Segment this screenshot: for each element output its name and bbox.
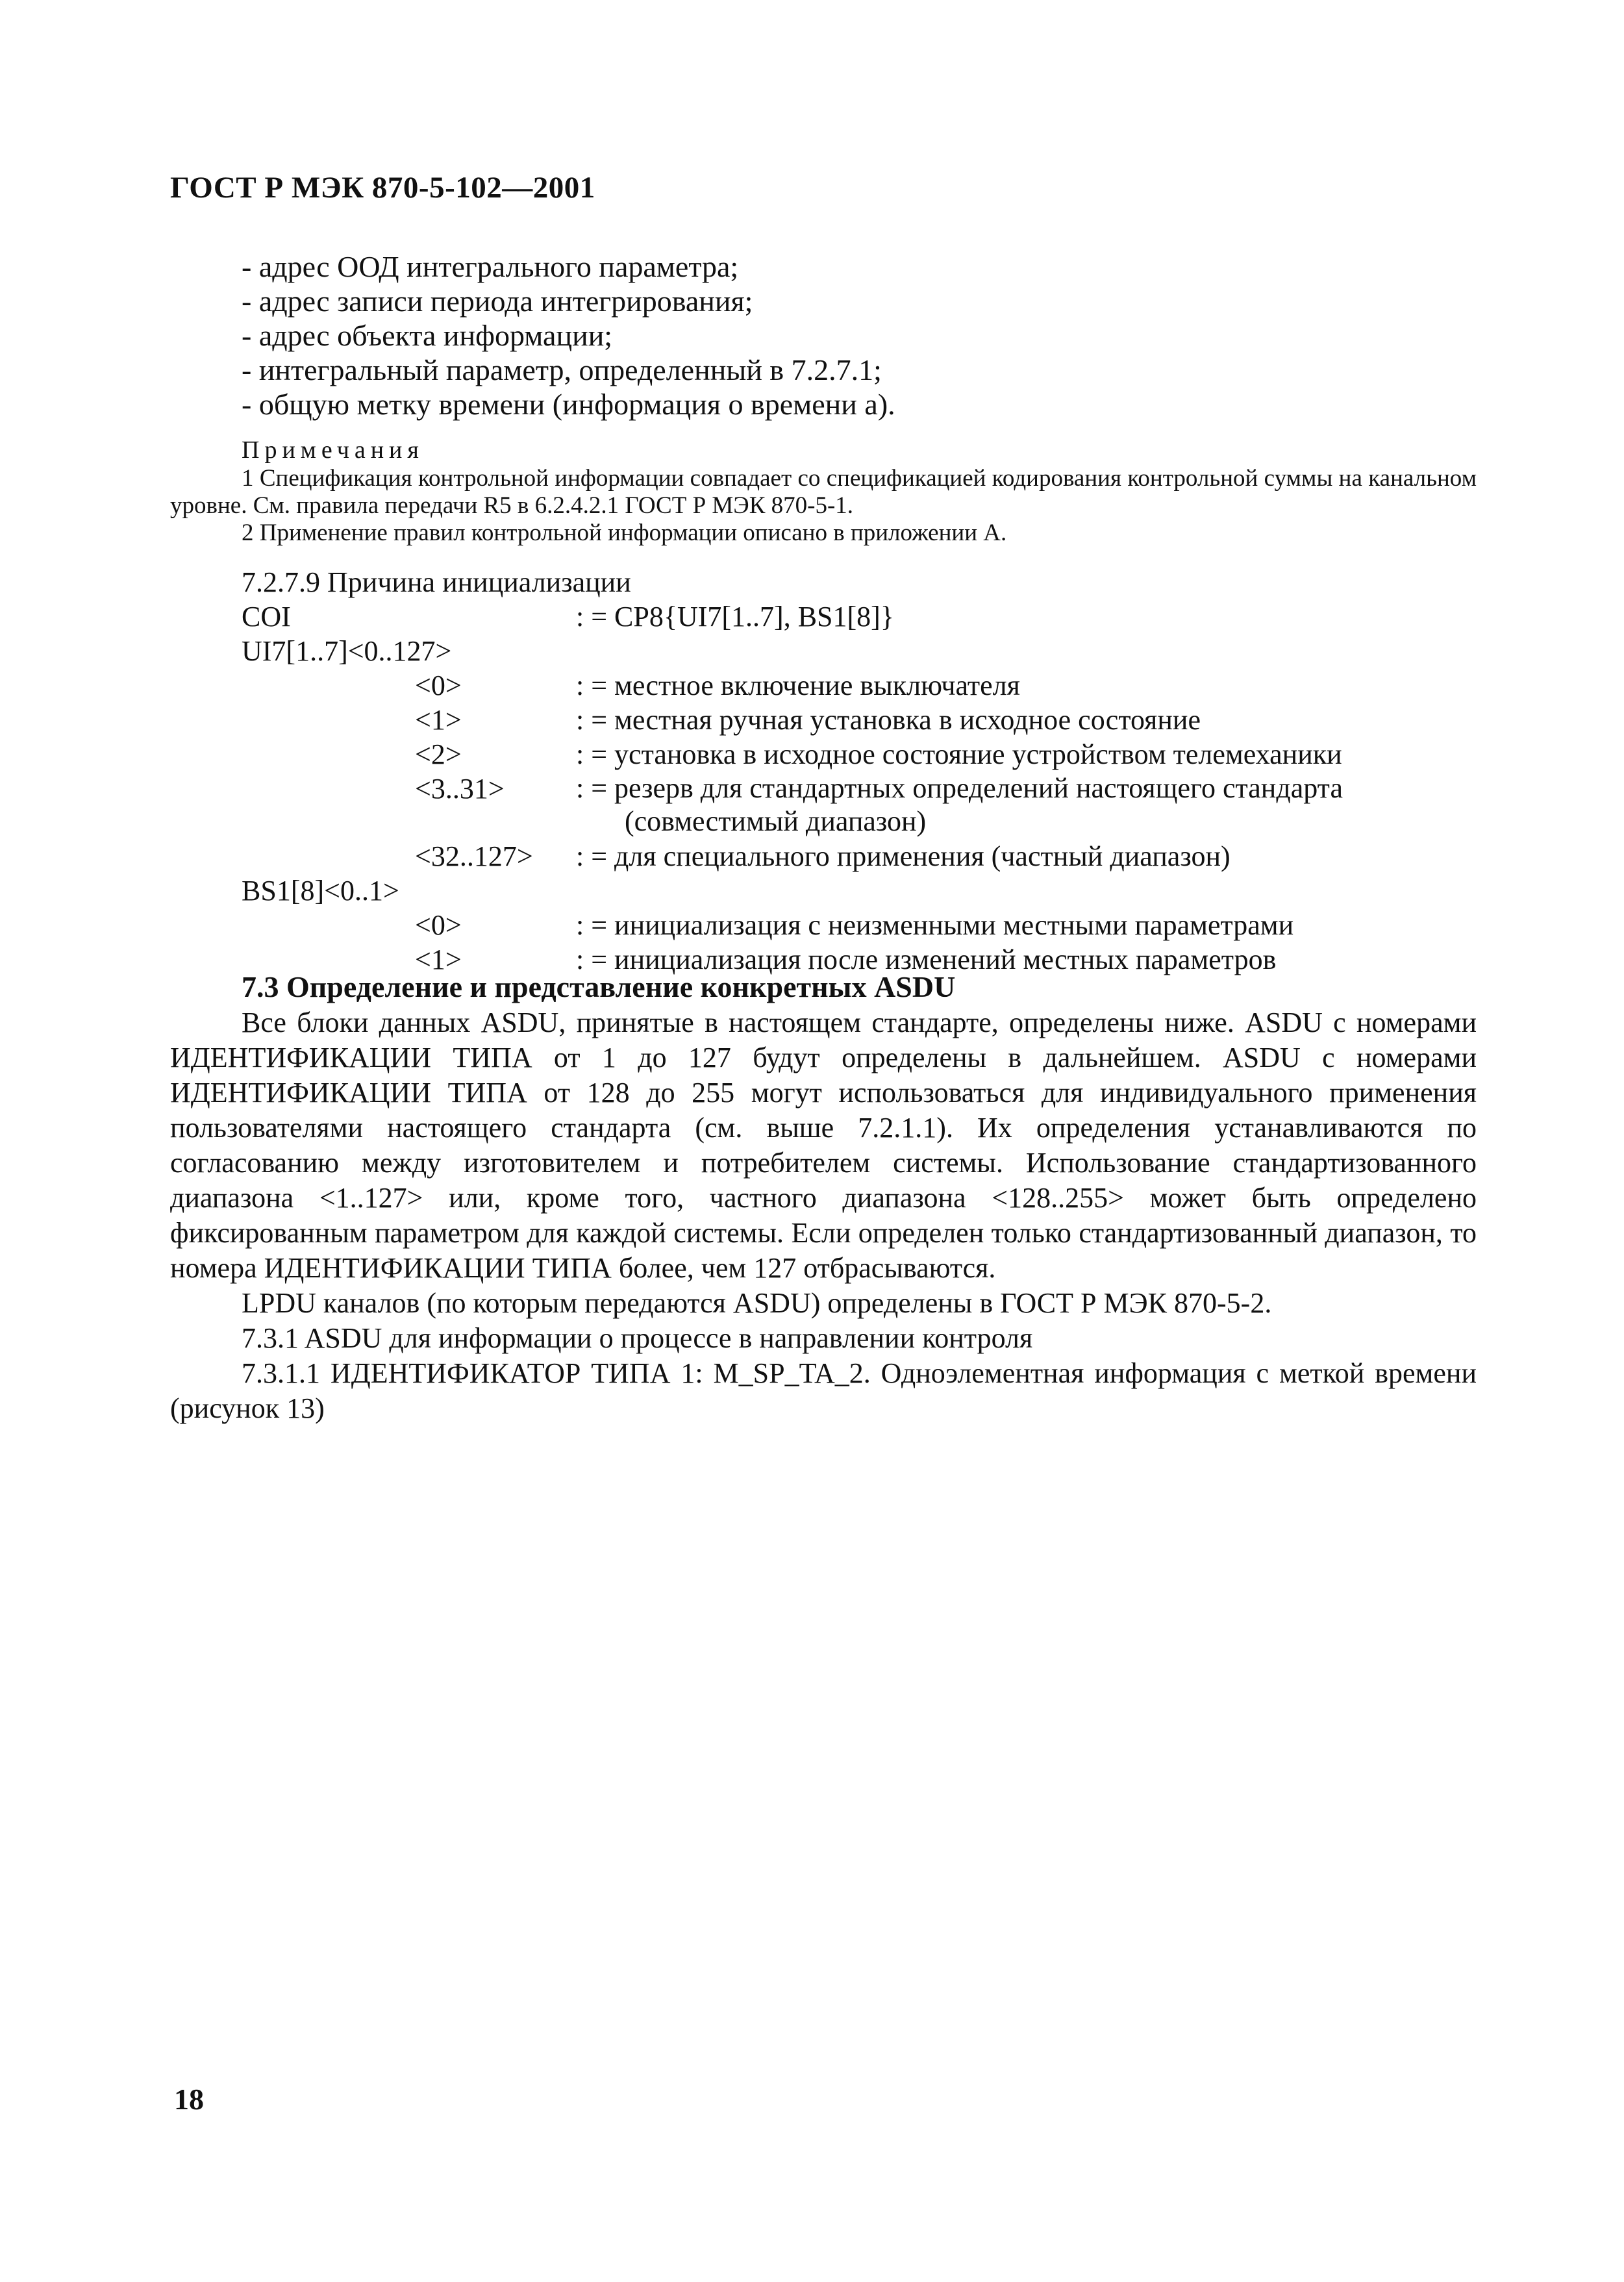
bullet-item: - интегральный параметр, определенный в 7.2.7.1; [242, 353, 882, 386]
ui7-value-row [242, 703, 1475, 737]
ui7-label: UI7[1..7]<0..127> [242, 635, 452, 667]
value-definition: : = инициализация с неизменными местными параметрами [576, 909, 1294, 941]
value-definition: : = для специального применения (частный диапазон) [576, 840, 1230, 872]
value-code: <3..31> [415, 773, 505, 805]
paragraph: LPDU каналов (по которым передаются ASDU) определены в ГОСТ Р МЭК 870-5-2. [242, 1287, 1272, 1319]
ui7-value-row [242, 839, 1475, 873]
ui7-value-row [242, 737, 1475, 771]
value-code: <32..127> [415, 840, 533, 872]
value-code: <1> [415, 704, 462, 736]
bs1-label: BS1[8]<0..1> [242, 875, 399, 907]
bullet-item: - адрес записи периода интегрирования; [242, 284, 753, 318]
ui7-header-row [242, 634, 1475, 668]
paragraph: 7.3.1 ASDU для информации о процессе в направлении контроля [242, 1322, 1033, 1354]
bullet-item: - адрес ООД интегрального параметра; [242, 250, 739, 283]
value-definition: : = установка в исходное состояние устройством телемеханики [576, 738, 1342, 770]
ui7-value-row [242, 668, 1475, 703]
value-definition: : = местная ручная установка в исходное состояние [576, 704, 1201, 736]
value-definition: : = инициализация после изменений местных параметров [576, 944, 1277, 975]
paragraph: Все блоки данных ASDU, принятые в настоящем стандарте, определены ниже. ASDU с номерами ИДЕНТИФИКАЦИИ ТИПА от 1 до 127 будут определены в дальнейшем. ASDU с номерами ИДЕНТИФИКАЦИИ ТИПА от 128 до 255 могут использоваться для индивидуального применения пользователями настоящего стандарта (см. выше 7.2.1.1). Их определения устанавливаются по согласованию между изготовителем и потребителем системы. Использование стандартизованного диапазона <1..127> или, кроме того, частного диапазона <128..255> может быть определено фиксированным параметром для каждой системы. Если определен только стандартизованный диапазон, то номера ИДЕНТИФИКАЦИИ ТИПА более, чем 127 отбрасываются. [170, 1007, 1477, 1284]
note-item-1: 1 Спецификация контрольной информации совпадает со спецификацией кодирования контрольной суммы на канальном уровне. См. правила передачи R5 в 6.2.4.2.1 ГОСТ Р МЭК 870-5-1. [170, 465, 1477, 519]
subsection-title: 7.2.7.9 Причина инициализации [242, 566, 631, 598]
value-definition: : = резерв для стандартных определений настоящего стандарта (совместимый диапазон) [576, 772, 1343, 837]
coi-definition: : = CP8{UI7[1..7], BS1[8]} [576, 601, 894, 633]
value-code: <0> [415, 670, 462, 701]
bs1-value-row [242, 908, 1475, 942]
note-item-2: 2 Применение правил контрольной информации описано в приложении А. [242, 520, 1007, 546]
notes-title: Примечания [242, 436, 424, 464]
section-7-3 [170, 969, 1477, 1426]
coi-row [242, 599, 1475, 634]
bullet-item: - адрес объекта информации; [242, 319, 613, 352]
value-code: <2> [415, 738, 462, 770]
section-heading: 7.3 Определение и представление конкретных ASDU [242, 970, 956, 1003]
paragraph: 7.3.1.1 ИДЕНТИФИКАТОР ТИПА 1: M_SP_TA_2. Одноэлементная информация с меткой времени (рисунок 13) [170, 1357, 1477, 1424]
ui7-value-row [242, 771, 1475, 839]
bullet-list [242, 249, 1475, 421]
coi-label: COI [242, 601, 291, 633]
bullet-item: - общую метку времени (информация о времени а). [242, 388, 895, 421]
value-code: <0> [415, 909, 462, 941]
page-number: 18 [174, 2083, 204, 2116]
notes-block [170, 435, 1477, 547]
initialization-cause-definition [242, 565, 1475, 977]
bs1-header-row [242, 873, 1475, 908]
document-header-title: ГОСТ Р МЭК 870-5-102—2001 [170, 171, 595, 205]
value-definition: : = местное включение выключателя [576, 670, 1020, 701]
value-code: <1> [415, 944, 462, 975]
